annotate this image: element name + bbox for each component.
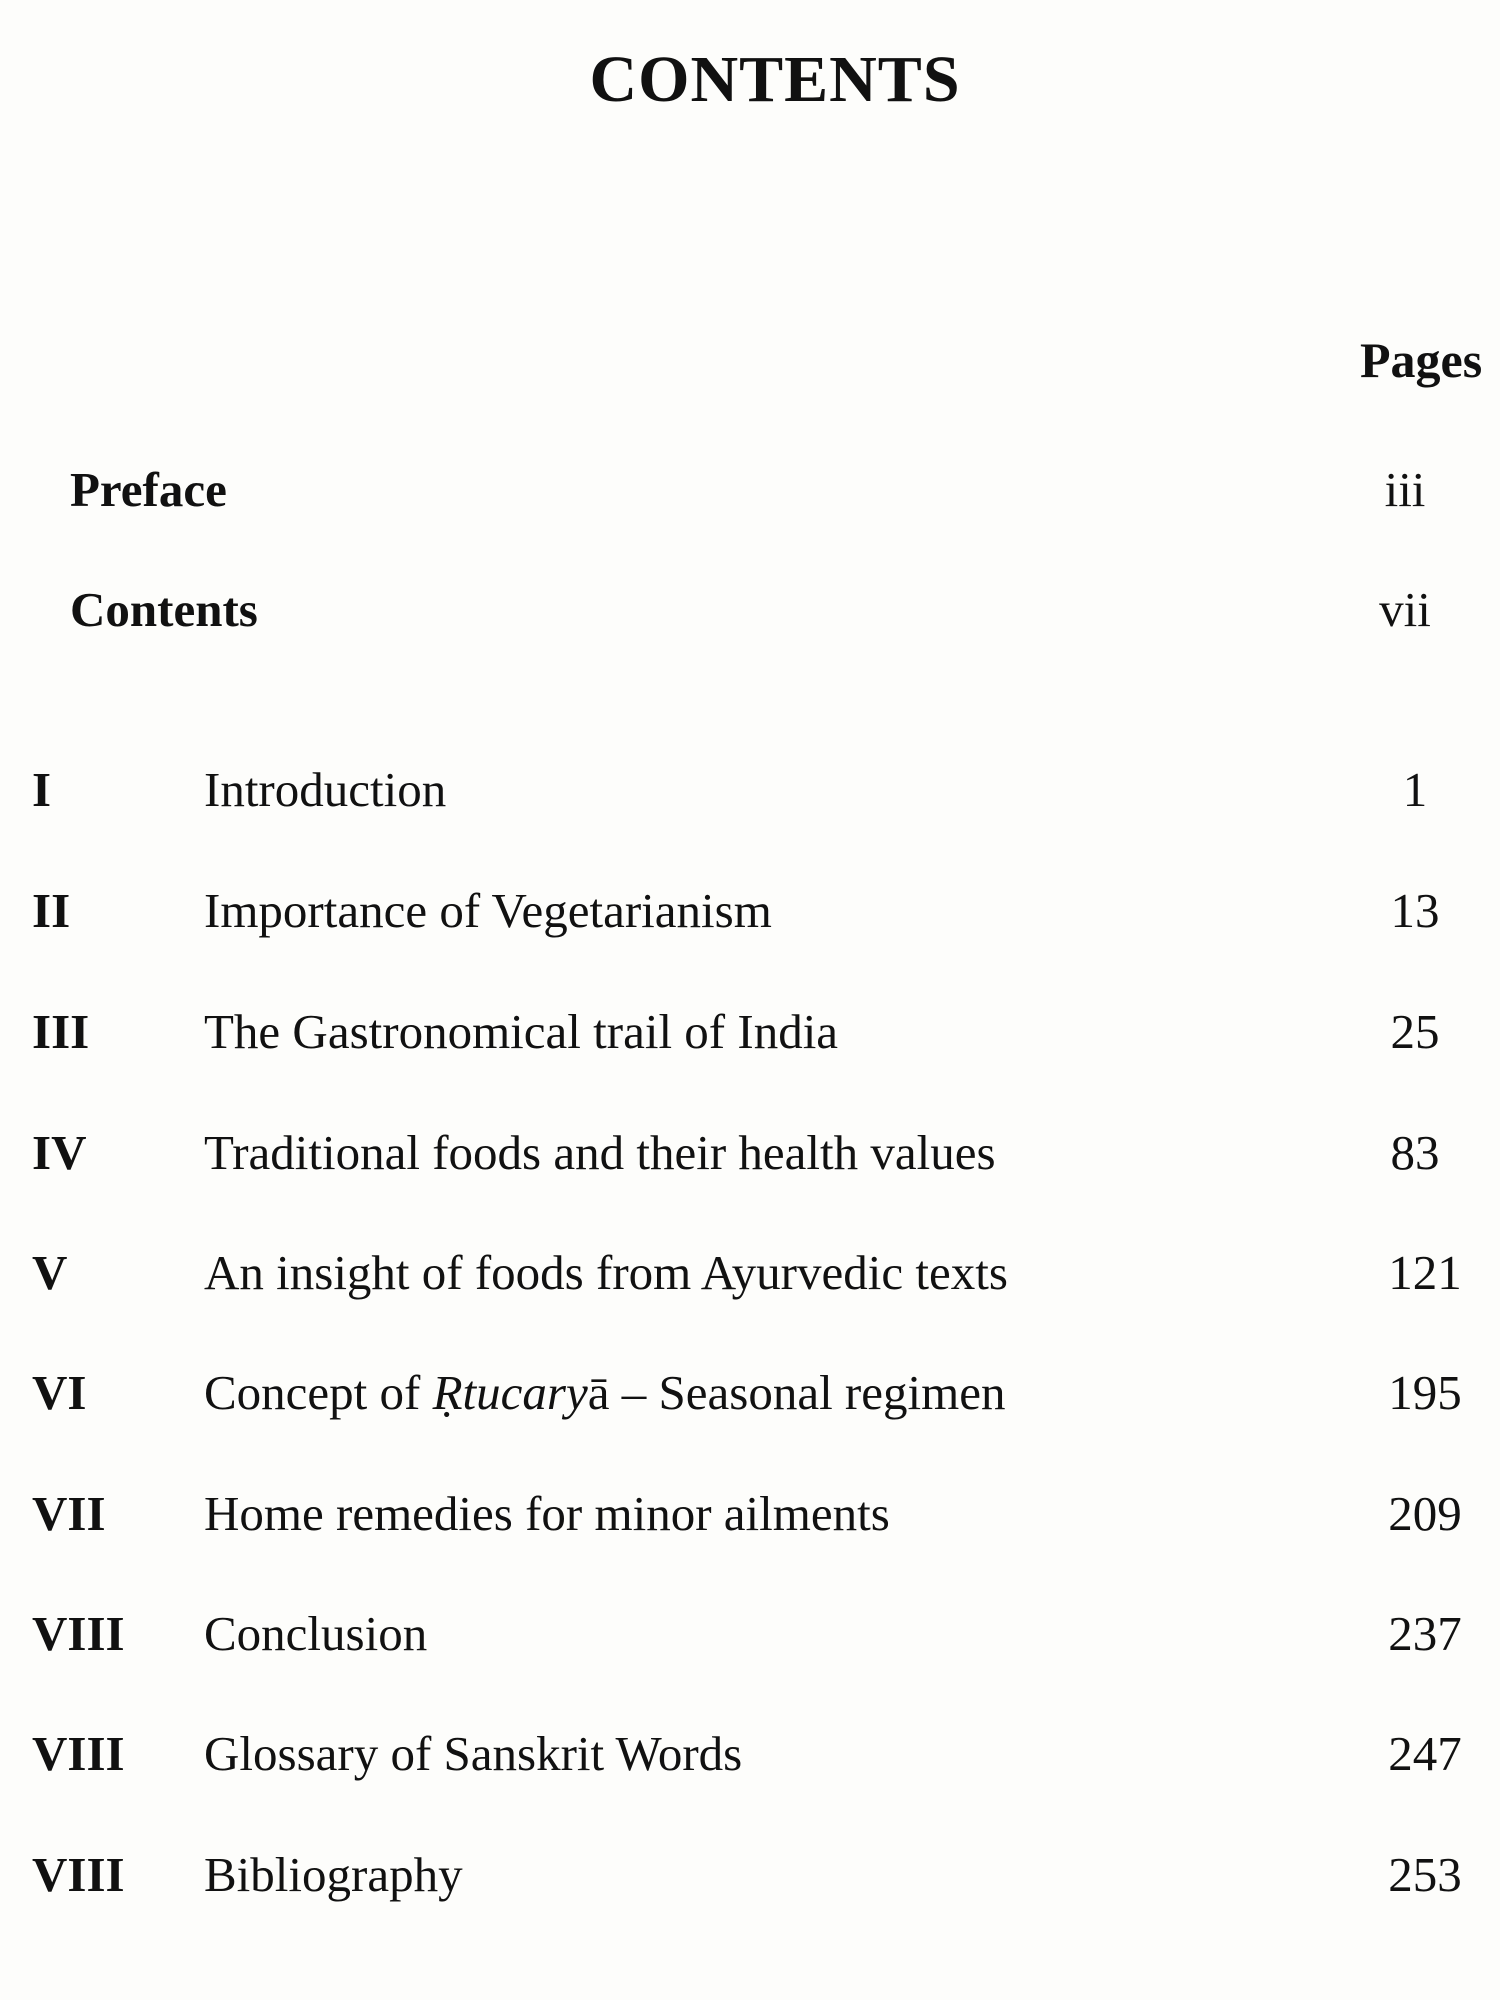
- chapter-page: 83: [1390, 1125, 1440, 1180]
- chapter-number: IV: [32, 1125, 87, 1180]
- chapter-title: Glossary of Sanskrit Words: [204, 1726, 743, 1781]
- chapter-number: VIII: [32, 1726, 125, 1781]
- chapter-page: 25: [1390, 1004, 1440, 1059]
- chapter-number: VI: [32, 1365, 87, 1420]
- chapter-page: 195: [1388, 1365, 1462, 1420]
- chapter-page: 237: [1388, 1606, 1462, 1661]
- chapter-page: 121: [1388, 1245, 1462, 1300]
- chapter-title: [204, 1358, 1005, 1428]
- toc-row-chapter-7: [0, 1479, 1500, 1549]
- chapter-page: 1: [1402, 762, 1428, 817]
- pages-column-header: Pages: [1360, 332, 1483, 388]
- toc-row-chapter-3: [0, 997, 1500, 1067]
- chapter-number: I: [32, 762, 52, 817]
- toc-entry-title: Preface: [70, 462, 227, 517]
- chapter-number: VII: [32, 1486, 106, 1541]
- chapter-title: Home remedies for minor ailments: [204, 1486, 890, 1541]
- chapter-title: An insight of foods from Ayurvedic texts: [204, 1245, 1008, 1300]
- toc-row-chapter-1: [0, 755, 1500, 825]
- chapter-number: VIII: [32, 1606, 125, 1661]
- chapter-title: Traditional foods and their health values: [204, 1125, 996, 1180]
- chapter-title-italic: Ṛtucary: [432, 1365, 588, 1420]
- toc-entry-page: vii: [1379, 582, 1431, 637]
- toc-row-chapter-2: [0, 876, 1500, 946]
- toc-row-chapter-8: [0, 1599, 1500, 1669]
- toc-row-contents: [0, 575, 1500, 645]
- chapter-number: II: [32, 883, 71, 938]
- chapter-page: 247: [1388, 1726, 1462, 1781]
- page-title: CONTENTS: [589, 43, 961, 116]
- toc-entry-title: Contents: [70, 582, 258, 637]
- chapter-title: The Gastronomical trail of India: [204, 1004, 839, 1059]
- toc-row-preface: [0, 455, 1500, 525]
- chapter-title: Conclusion: [204, 1606, 428, 1661]
- toc-entry-page: iii: [1384, 462, 1426, 517]
- chapter-page: 209: [1388, 1486, 1462, 1541]
- chapter-title: Introduction: [204, 762, 447, 817]
- chapter-title-suffix: ā – Seasonal regimen: [587, 1365, 1006, 1420]
- toc-row-chapter-10: [0, 1840, 1500, 1910]
- chapter-number: VIII: [32, 1847, 125, 1902]
- chapter-title: Bibliography: [204, 1847, 463, 1902]
- chapter-title: Importance of Vegetarianism: [204, 883, 772, 938]
- chapter-number: III: [32, 1004, 90, 1059]
- chapter-page: 13: [1390, 883, 1440, 938]
- chapter-page: 253: [1388, 1847, 1462, 1902]
- toc-row-chapter-4: [0, 1118, 1500, 1188]
- toc-row-chapter-6: [0, 1358, 1500, 1428]
- toc-row-chapter-9: [0, 1719, 1500, 1789]
- toc-row-chapter-5: [0, 1238, 1500, 1308]
- chapter-title-prefix: Concept of: [204, 1365, 433, 1420]
- chapter-number: V: [32, 1245, 68, 1300]
